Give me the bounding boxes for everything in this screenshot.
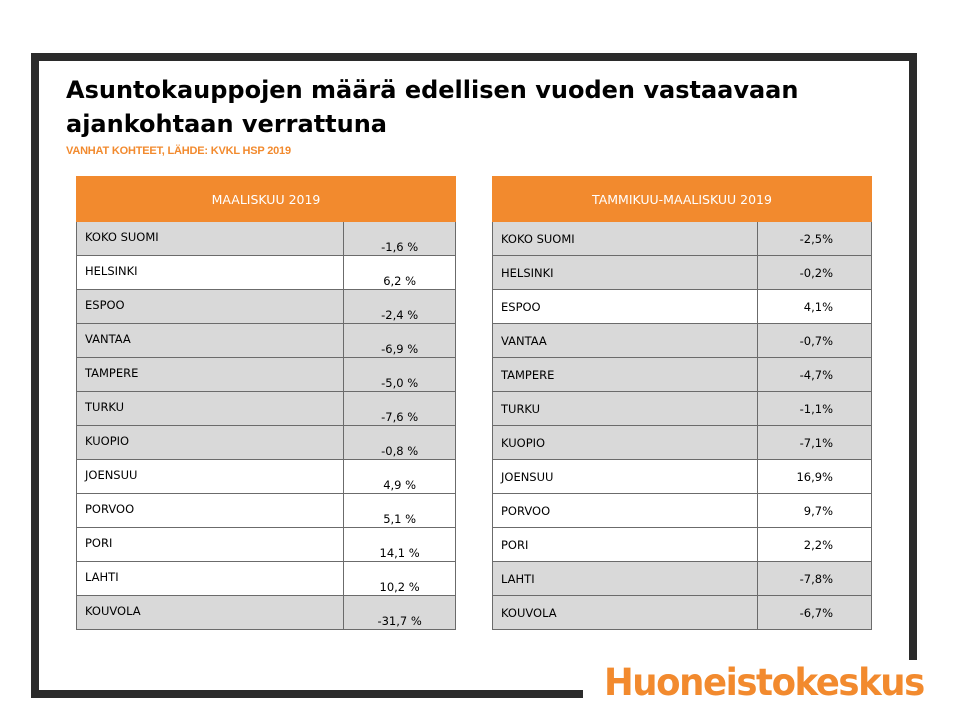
city-value: -6,9 %	[344, 324, 456, 358]
table-row	[493, 562, 872, 596]
city-value: -0,8 %	[344, 426, 456, 460]
table-row	[493, 256, 872, 290]
city-value: -0,2%	[758, 256, 872, 290]
table-row	[77, 596, 456, 630]
table-row	[77, 256, 456, 290]
city-name: LAHTI	[493, 562, 758, 596]
city-value: 16,9%	[758, 460, 872, 494]
city-value: -1,1%	[758, 392, 872, 426]
city-value: -5,0 %	[344, 358, 456, 392]
table-row	[493, 426, 872, 460]
table-row	[493, 290, 872, 324]
city-name: TURKU	[493, 392, 758, 426]
table-row	[493, 528, 872, 562]
table-row	[493, 358, 872, 392]
city-name: KUOPIO	[77, 426, 344, 460]
city-name: KUOPIO	[493, 426, 758, 460]
jan-march-2019-header: TAMMIKUU-MAALISKUU 2019	[493, 177, 872, 222]
city-value: -31,7 %	[344, 596, 456, 630]
city-value: -4,7%	[758, 358, 872, 392]
table-row	[77, 290, 456, 324]
city-value: -2,4 %	[344, 290, 456, 324]
city-name: TAMPERE	[493, 358, 758, 392]
city-value: -2,5%	[758, 222, 872, 256]
table-row	[77, 392, 456, 426]
city-name: KOUVOLA	[77, 596, 344, 630]
frame-left-border	[31, 53, 39, 698]
table-row	[493, 460, 872, 494]
city-value: -1,6 %	[344, 222, 456, 256]
city-name: KOKO SUOMI	[77, 222, 344, 256]
frame-bottom-border	[31, 690, 583, 698]
city-value: -0,7%	[758, 324, 872, 358]
table-row	[493, 324, 872, 358]
city-name: LAHTI	[77, 562, 344, 596]
city-name: HELSINKI	[493, 256, 758, 290]
city-value: 14,1 %	[344, 528, 456, 562]
table-row	[77, 528, 456, 562]
table-row	[77, 562, 456, 596]
table-row	[493, 222, 872, 256]
march-2019-table	[76, 176, 456, 630]
huoneistokeskus-logo: Huoneistokeskus	[604, 661, 924, 704]
city-value: 5,1 %	[344, 494, 456, 528]
city-name: ESPOO	[493, 290, 758, 324]
city-name: TURKU	[77, 392, 344, 426]
city-value: -7,6 %	[344, 392, 456, 426]
table-row	[77, 494, 456, 528]
city-value: -7,1%	[758, 426, 872, 460]
frame-right-border	[909, 53, 917, 660]
city-name: TAMPERE	[77, 358, 344, 392]
table-row	[77, 460, 456, 494]
city-value: 4,9 %	[344, 460, 456, 494]
jan-march-2019-table	[492, 176, 872, 630]
table-row	[77, 222, 456, 256]
city-name: PORVOO	[77, 494, 344, 528]
city-value: 2,2%	[758, 528, 872, 562]
table-row	[493, 596, 872, 630]
table-row	[77, 324, 456, 358]
city-name: PORVOO	[493, 494, 758, 528]
city-name: JOENSUU	[77, 460, 344, 494]
city-name: JOENSUU	[493, 460, 758, 494]
city-value: 9,7%	[758, 494, 872, 528]
city-name: PORI	[77, 528, 344, 562]
city-name: HELSINKI	[77, 256, 344, 290]
city-value: 4,1%	[758, 290, 872, 324]
city-name: VANTAA	[77, 324, 344, 358]
city-value: -7,8%	[758, 562, 872, 596]
table-row	[493, 494, 872, 528]
city-name: KOUVOLA	[493, 596, 758, 630]
frame-top-border	[31, 53, 917, 61]
table-row	[77, 358, 456, 392]
slide-subtitle: VANHAT KOHTEET, LÄHDE: KVKL HSP 2019	[66, 145, 291, 157]
city-name: VANTAA	[493, 324, 758, 358]
slide-title: Asuntokauppojen määrä edellisen vuoden vastaavaan ajankohtaan verrattuna	[66, 76, 799, 138]
march-2019-header: MAALISKUU 2019	[77, 177, 456, 222]
city-name: KOKO SUOMI	[493, 222, 758, 256]
table-row	[493, 392, 872, 426]
city-value: 10,2 %	[344, 562, 456, 596]
city-name: PORI	[493, 528, 758, 562]
city-value: 6,2 %	[344, 256, 456, 290]
table-row	[77, 426, 456, 460]
city-name: ESPOO	[77, 290, 344, 324]
city-value: -6,7%	[758, 596, 872, 630]
